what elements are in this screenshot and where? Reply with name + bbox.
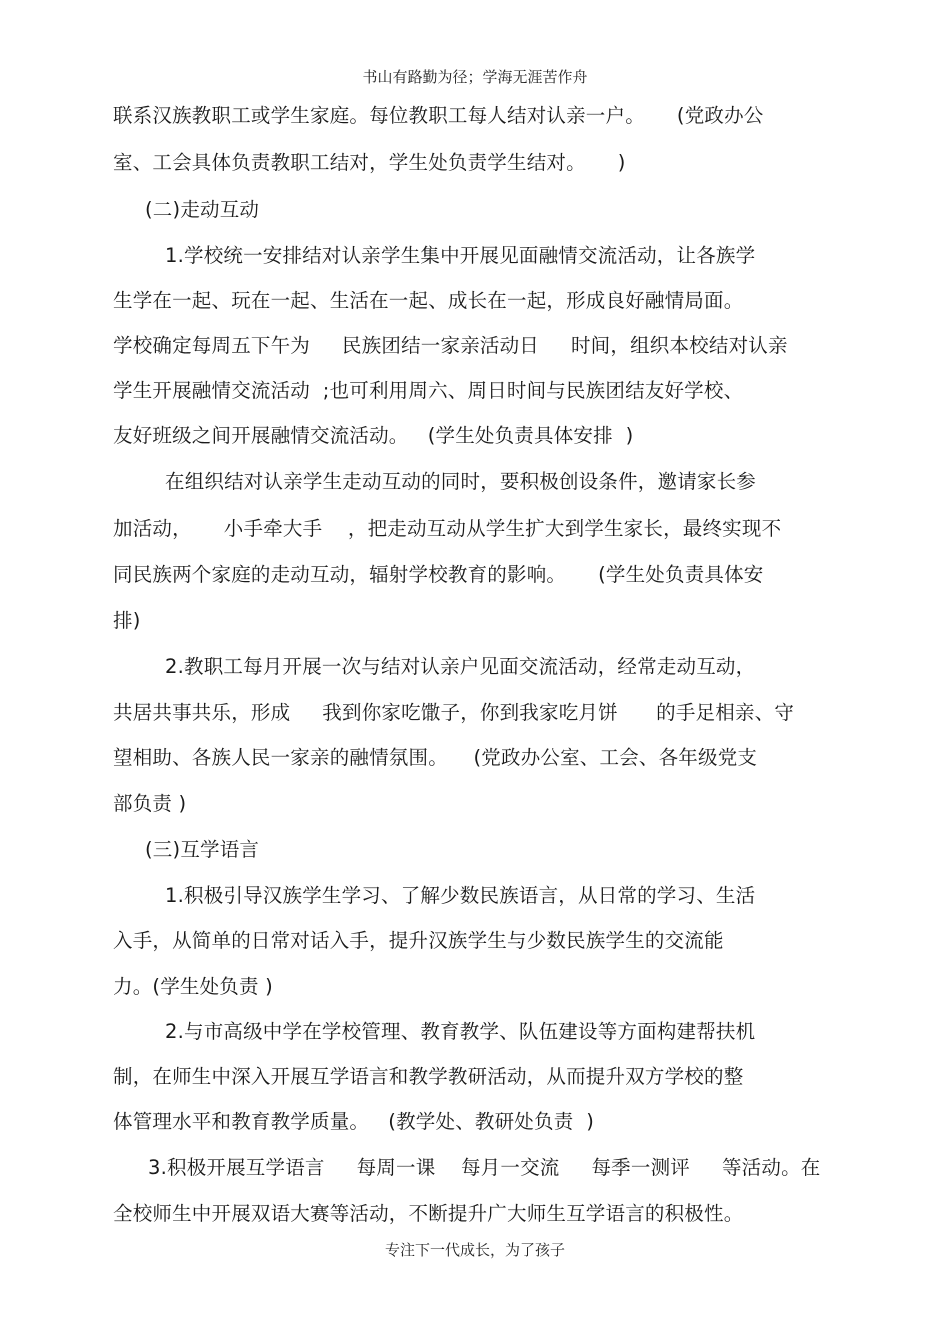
text-line: 联系汉族教职工或学生家庭。每位教职工每人结对认亲一户。 (党政办公 bbox=[113, 104, 764, 127]
section-heading: (二)走动互动 bbox=[145, 198, 260, 221]
text-line: 同民族两个家庭的走动互动，辐射学校教育的影响。 (学生处负责具体安 bbox=[113, 563, 764, 586]
text-line: 学校确定每周五下午为 民族团结一家亲活动日 时间，组织本校结对认亲 bbox=[113, 334, 788, 357]
text-line: 生学在一起、玩在一起、生活在一起、成长在一起，形成良好融情局面。 bbox=[113, 289, 744, 312]
page-footer: 专注下一代成长，为了孩子 bbox=[384, 1241, 565, 1259]
text-line: 力。(学生处负责 ) bbox=[113, 975, 273, 998]
text-line: 学生开展融情交流活动 ;也可利用周六、周日时间与民族团结友好学校、 bbox=[113, 379, 744, 402]
text-line: 共居共事共乐，形成 我到你家吃馓子，你到我家吃月饼 的手足相亲、守 bbox=[113, 701, 795, 724]
text-line: 1.积极引导汉族学生学习、了解少数民族语言，从日常的学习、生活 bbox=[165, 884, 756, 907]
section-heading: (三)互学语言 bbox=[145, 838, 260, 861]
text-line: 体管理水平和教育教学质量。 (教学处、教研处负责 ) bbox=[113, 1110, 595, 1133]
text-line: 1.学校统一安排结对认亲学生集中开展见面融情交流活动，让各族学 bbox=[165, 244, 756, 267]
text-line: 在组织结对认亲学生走动互动的同时，要积极创设条件，邀请家长参 bbox=[165, 470, 757, 493]
text-line: 室、工会具体负责教职工结对，学生处负责学生结对。 ) bbox=[113, 151, 626, 174]
text-line: 友好班级之间开展融情交流活动。 (学生处负责具体安排 ) bbox=[113, 424, 634, 447]
page-header: 书山有路勤为径；学海无涯苦作舟 bbox=[362, 68, 588, 86]
text-line: 加活动， 小手牵大手 ，把走动互动从学生扩大到学生家长，最终实现不 bbox=[113, 517, 782, 540]
text-line: 排) bbox=[113, 609, 141, 632]
text-line: 制，在师生中深入开展互学语言和教学教研活动，从而提升双方学校的整 bbox=[113, 1065, 744, 1088]
text-line: 3.积极开展互学语言 每周一课 每月一交流 每季一测评 等活动。在 bbox=[148, 1156, 821, 1179]
text-line: 2.教职工每月开展一次与结对认亲户见面交流活动，经常走动互动， bbox=[165, 655, 756, 678]
text-line: 2.与市高级中学在学校管理、教育教学、队伍建设等方面构建帮扶机 bbox=[165, 1020, 756, 1043]
text-line: 入手，从简单的日常对话入手，提升汉族学生与少数民族学生的交流能 bbox=[113, 929, 724, 952]
text-line: 全校师生中开展双语大赛等活动，不断提升广大师生互学语言的积极性。 bbox=[113, 1202, 744, 1225]
text-line: 望相助、各族人民一家亲的融情氛围。 (党政办公室、工会、各年级党支 bbox=[113, 746, 758, 769]
text-line: 部负责 ) bbox=[113, 792, 187, 815]
